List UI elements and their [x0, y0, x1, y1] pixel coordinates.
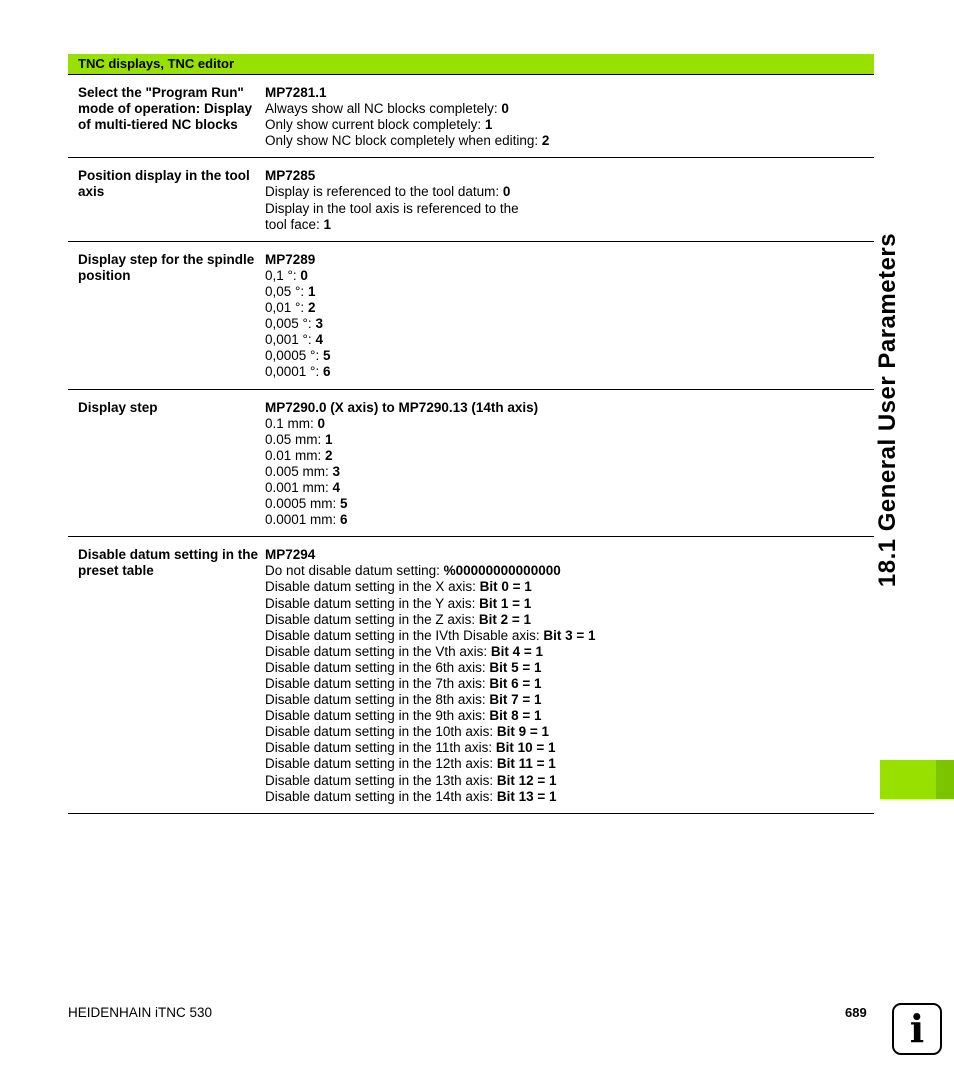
parameter-description — [265, 400, 874, 529]
option-line — [265, 496, 874, 512]
option-line — [265, 612, 874, 628]
option-value: Bit 7 = 1 — [489, 692, 542, 708]
option-line — [265, 217, 874, 233]
option-value: Bit 9 = 1 — [496, 724, 550, 740]
chapter-side-title: 18.1 General User Parameters — [873, 232, 901, 588]
option-text: Disable datum setting in the 8th axis: — [265, 692, 490, 708]
parameter-description — [265, 168, 874, 232]
option-line — [265, 480, 874, 496]
parameter-label: Display step — [78, 399, 158, 415]
parameter-row — [68, 158, 874, 241]
option-line — [265, 464, 874, 480]
option-line — [265, 284, 874, 300]
parameter-row — [68, 537, 874, 814]
option-text: 0.001 mm: — [265, 479, 333, 495]
option-line — [265, 563, 874, 579]
parameter-table — [68, 54, 874, 814]
parameter-description — [265, 252, 874, 381]
option-line — [265, 316, 874, 332]
option-line — [265, 332, 874, 348]
option-line — [265, 708, 874, 724]
option-value: 1 — [484, 117, 493, 133]
parameter-label: Select the "Program Run" mode of operation: Display of multi-tiered NC blocks — [78, 85, 253, 133]
option-value: %00000000000000 — [443, 563, 561, 579]
option-line — [265, 596, 874, 612]
option-value: 1 — [323, 216, 332, 232]
option-value: Bit 0 = 1 — [479, 579, 532, 595]
option-value: 2 — [325, 447, 333, 463]
option-line — [265, 364, 874, 380]
option-value: Bit 8 = 1 — [489, 708, 542, 724]
machine-parameter-id: MP7289 — [265, 251, 316, 267]
option-value: 3 — [332, 463, 341, 479]
option-text: 0,0005 °: — [265, 348, 323, 364]
option-value: 0 — [502, 184, 511, 200]
section-header: TNC displays, TNC editor — [68, 54, 874, 75]
machine-parameter-id: MP7290.0 (X axis) to MP7290.13 (14th axis) — [265, 399, 539, 415]
option-text: 0.05 mm: — [265, 431, 326, 447]
option-value: Bit 11 = 1 — [496, 756, 556, 772]
option-line — [265, 773, 874, 789]
option-line — [265, 117, 874, 133]
option-value: Bit 5 = 1 — [489, 659, 542, 675]
option-value: Bit 6 = 1 — [489, 676, 542, 691]
option-line — [265, 692, 874, 708]
option-text: 0.01 mm: — [265, 447, 326, 463]
option-value: Bit 2 = 1 — [478, 611, 532, 627]
option-text: Disable datum setting in the 6th axis: — [265, 659, 490, 675]
option-line — [265, 660, 874, 676]
option-text: Disable datum setting in the Y axis: — [265, 595, 480, 611]
option-line — [265, 579, 874, 595]
option-text: Disable datum setting in the 12th axis: — [265, 756, 497, 772]
option-value: 4 — [315, 332, 323, 348]
option-value: 6 — [340, 512, 348, 528]
page-number: 689 — [845, 1005, 867, 1020]
option-value: 6 — [322, 364, 331, 380]
machine-parameter-id: MP7281.1 — [265, 85, 327, 100]
option-text: tool face: — [265, 216, 324, 232]
option-value: 3 — [315, 316, 323, 332]
parameter-row — [68, 75, 874, 158]
option-line — [265, 644, 874, 660]
parameter-description — [265, 85, 874, 149]
option-text: Do not disable datum setting: — [265, 563, 444, 579]
parameter-rows — [68, 75, 874, 814]
option-text: Disable datum setting in the 7th axis: — [265, 676, 490, 691]
option-text: Always show all NC blocks completely: — [265, 101, 502, 117]
option-value: 5 — [322, 348, 331, 364]
option-value: 1 — [325, 431, 333, 447]
option-line — [265, 628, 874, 644]
option-value: 2 — [541, 133, 550, 149]
machine-parameter-id: MP7285 — [265, 168, 316, 184]
option-text: Display is referenced to the tool datum: — [265, 184, 503, 200]
option-line — [265, 268, 874, 284]
option-text: Disable datum setting in the 13th axis: — [265, 772, 497, 788]
option-text: 0,05 °: — [265, 283, 308, 299]
option-value: 2 — [307, 300, 316, 316]
option-text: 0.005 mm: — [265, 463, 333, 479]
parameter-row — [68, 390, 874, 538]
parameter-label: Position display in the tool axis — [78, 168, 250, 200]
option-text: Only show current block completely: — [265, 117, 485, 133]
option-text: Disable datum setting in the X axis: — [265, 579, 480, 595]
option-text: 0,0001 °: — [265, 364, 323, 380]
option-line — [265, 300, 874, 316]
option-line — [265, 448, 874, 464]
info-icon: i — [892, 1003, 942, 1055]
option-line — [265, 676, 874, 692]
parameter-row — [68, 242, 874, 390]
parameter-label: Disable datum setting in the preset table — [78, 547, 259, 579]
option-value: Bit 4 = 1 — [490, 643, 544, 659]
option-line — [265, 348, 874, 364]
option-value: 0 — [501, 101, 509, 117]
option-text: Disable datum setting in the Z axis: — [265, 611, 479, 627]
option-text: 0,001 °: — [265, 332, 316, 348]
option-value: 4 — [332, 479, 341, 495]
chapter-tab-edge — [936, 760, 954, 799]
option-text: Disable datum setting in the 11th axis: — [265, 740, 496, 756]
option-line — [265, 740, 874, 756]
option-line — [265, 756, 874, 772]
option-line — [265, 184, 874, 200]
parameter-description — [265, 547, 874, 805]
machine-parameter-id: MP7294 — [265, 547, 316, 563]
option-text: 0.1 mm: — [265, 415, 318, 431]
option-value: Bit 1 = 1 — [479, 595, 532, 611]
option-value: Bit 10 = 1 — [495, 740, 556, 756]
option-value: 0 — [300, 267, 308, 283]
option-text: 0,1 °: — [265, 267, 301, 283]
option-text: Disable datum setting in the IVth Disable axis: — [265, 627, 544, 643]
option-line — [265, 201, 874, 217]
option-text: 0,01 °: — [265, 300, 308, 316]
footer-product: HEIDENHAIN iTNC 530 — [68, 1005, 213, 1020]
option-text: Only show NC block completely when editing: — [265, 133, 542, 149]
option-value: Bit 3 = 1 — [543, 627, 596, 643]
option-line — [265, 724, 874, 740]
option-line — [265, 416, 874, 432]
option-text: Disable datum setting in the Vth axis: — [265, 643, 491, 659]
option-text: 0.0005 mm: — [265, 496, 341, 512]
option-value: 0 — [317, 415, 326, 431]
option-text: 0,005 °: — [265, 316, 316, 332]
option-value: Bit 13 = 1 — [496, 788, 557, 804]
option-line — [265, 432, 874, 448]
option-line — [265, 133, 874, 149]
option-line — [265, 101, 874, 117]
option-line — [265, 789, 874, 805]
option-text: Display in the tool axis is referenced to the — [265, 200, 519, 216]
option-value: 5 — [340, 496, 348, 512]
option-text: Disable datum setting in the 9th axis: — [265, 708, 490, 724]
option-line — [265, 512, 874, 528]
option-value: Bit 12 = 1 — [496, 772, 557, 788]
option-text: Disable datum setting in the 10th axis: — [265, 724, 497, 740]
option-text: Disable datum setting in the 14th axis: — [265, 788, 497, 804]
option-value: 1 — [307, 283, 316, 299]
option-text: 0.0001 mm: — [265, 512, 341, 528]
parameter-label: Display step for the spindle position — [78, 251, 255, 283]
